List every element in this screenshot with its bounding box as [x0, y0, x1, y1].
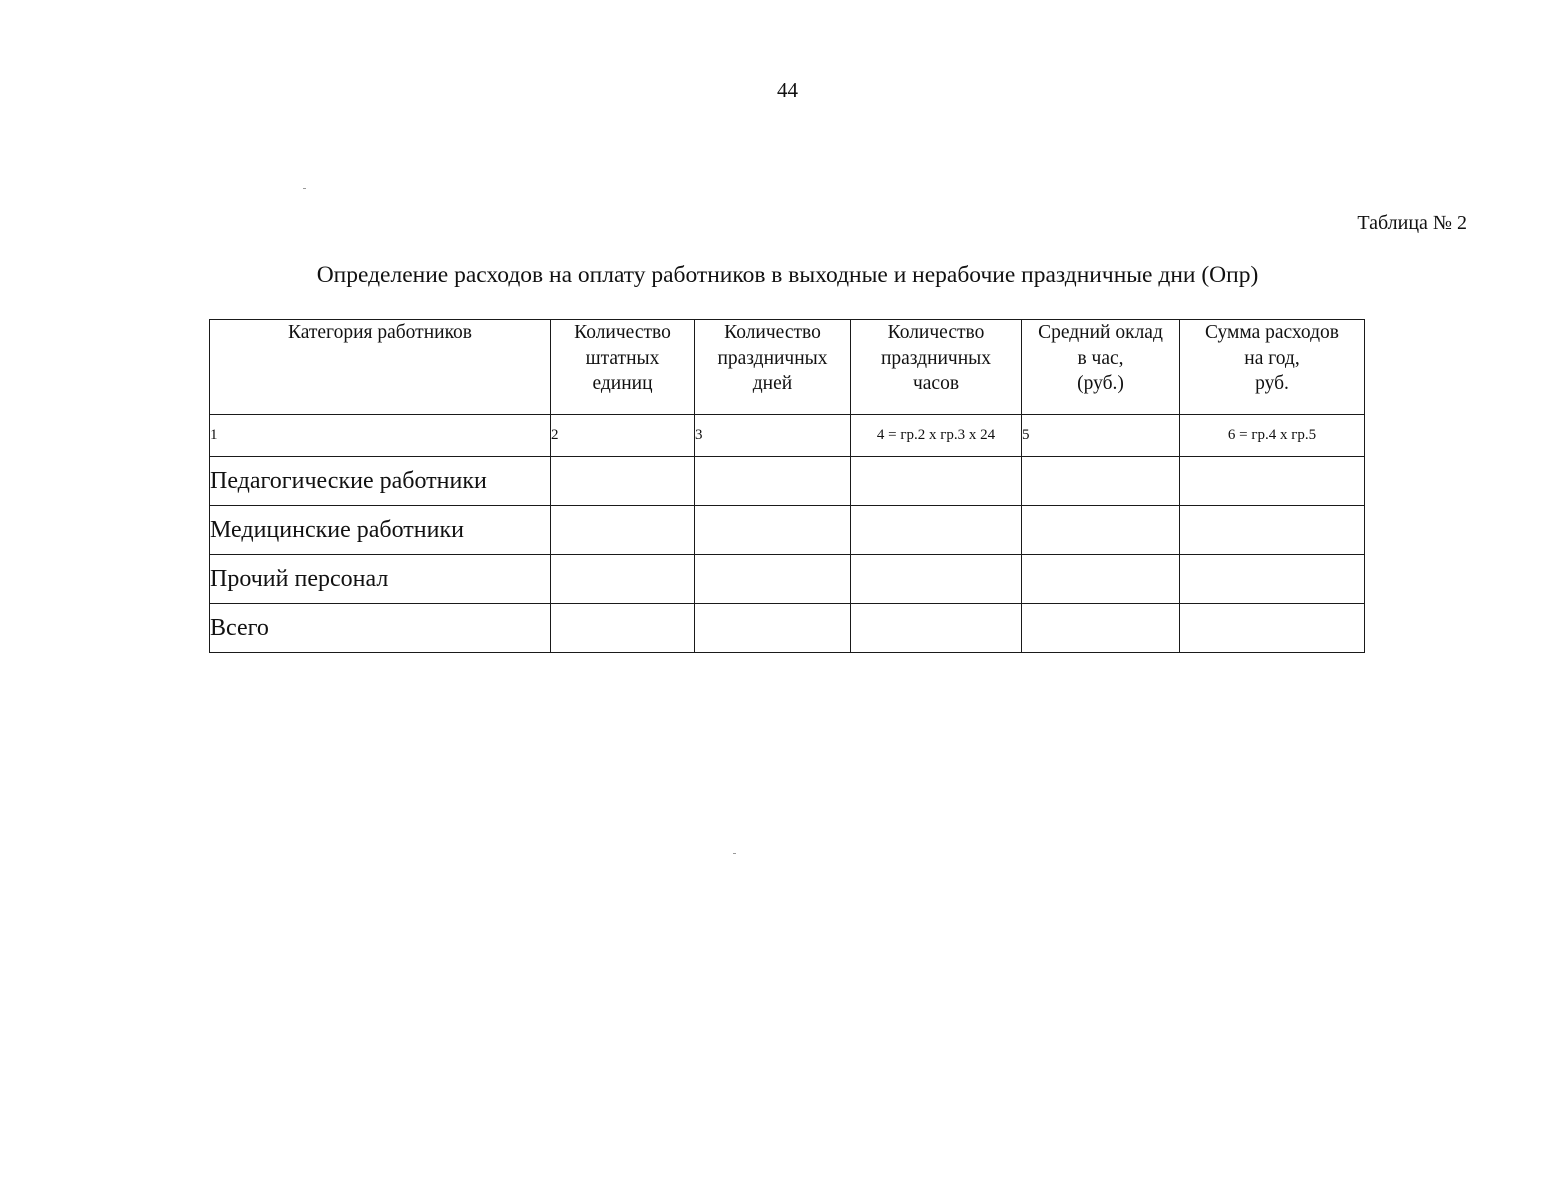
page-number: 44: [777, 78, 798, 102]
table-cell: [1022, 506, 1180, 555]
table-cell: [1022, 457, 1180, 506]
table-cell: [551, 506, 695, 555]
row-category: Прочий персонал: [210, 555, 551, 604]
document-title: Определение расходов на оплату работников в выходные и нерабочие праздничные дни (Опр): [316, 262, 1259, 288]
header-annual-expense: Сумма расходов на год, руб.: [1180, 320, 1365, 415]
row-category: Всего: [210, 604, 551, 653]
column-number: 1: [210, 415, 551, 457]
column-number: 2: [551, 415, 695, 457]
table-cell: [551, 604, 695, 653]
table-row-total: [210, 604, 1365, 653]
expense-table: [209, 319, 1365, 653]
table-cell: [551, 457, 695, 506]
table-cell: [695, 555, 851, 604]
header-category: Категория работников: [210, 320, 551, 415]
table-cell: [695, 604, 851, 653]
table-cell: [551, 555, 695, 604]
column-number: 4 = гр.2 х гр.3 х 24: [851, 415, 1022, 457]
header-staff-units: Количество штатных единиц: [551, 320, 695, 415]
column-number-row: [210, 415, 1365, 457]
table-cell: [1180, 457, 1365, 506]
column-number: 5: [1022, 415, 1180, 457]
table-row: [210, 506, 1365, 555]
table-row: [210, 555, 1365, 604]
table-cell: [1022, 555, 1180, 604]
table-cell: [1022, 604, 1180, 653]
table-cell: [695, 457, 851, 506]
table-row: [210, 457, 1365, 506]
row-category: Педагогические работники: [210, 457, 551, 506]
scan-speck: [733, 853, 736, 854]
table-cell: [1180, 506, 1365, 555]
table-cell: [695, 506, 851, 555]
header-row: [210, 320, 1365, 415]
row-category: Медицинские работники: [210, 506, 551, 555]
table-label: Таблица № 2: [1357, 212, 1467, 234]
header-hourly-salary: Средний оклад в час, (руб.): [1022, 320, 1180, 415]
scan-speck: [303, 188, 306, 189]
table-cell: [851, 457, 1022, 506]
table-cell: [851, 506, 1022, 555]
table-cell: [1180, 604, 1365, 653]
header-holiday-days: Количество праздничных дней: [695, 320, 851, 415]
table-cell: [851, 604, 1022, 653]
column-number: 6 = гр.4 х гр.5: [1180, 415, 1365, 457]
header-holiday-hours: Количество праздничных часов: [851, 320, 1022, 415]
table-cell: [851, 555, 1022, 604]
table-cell: [1180, 555, 1365, 604]
column-number: 3: [695, 415, 851, 457]
